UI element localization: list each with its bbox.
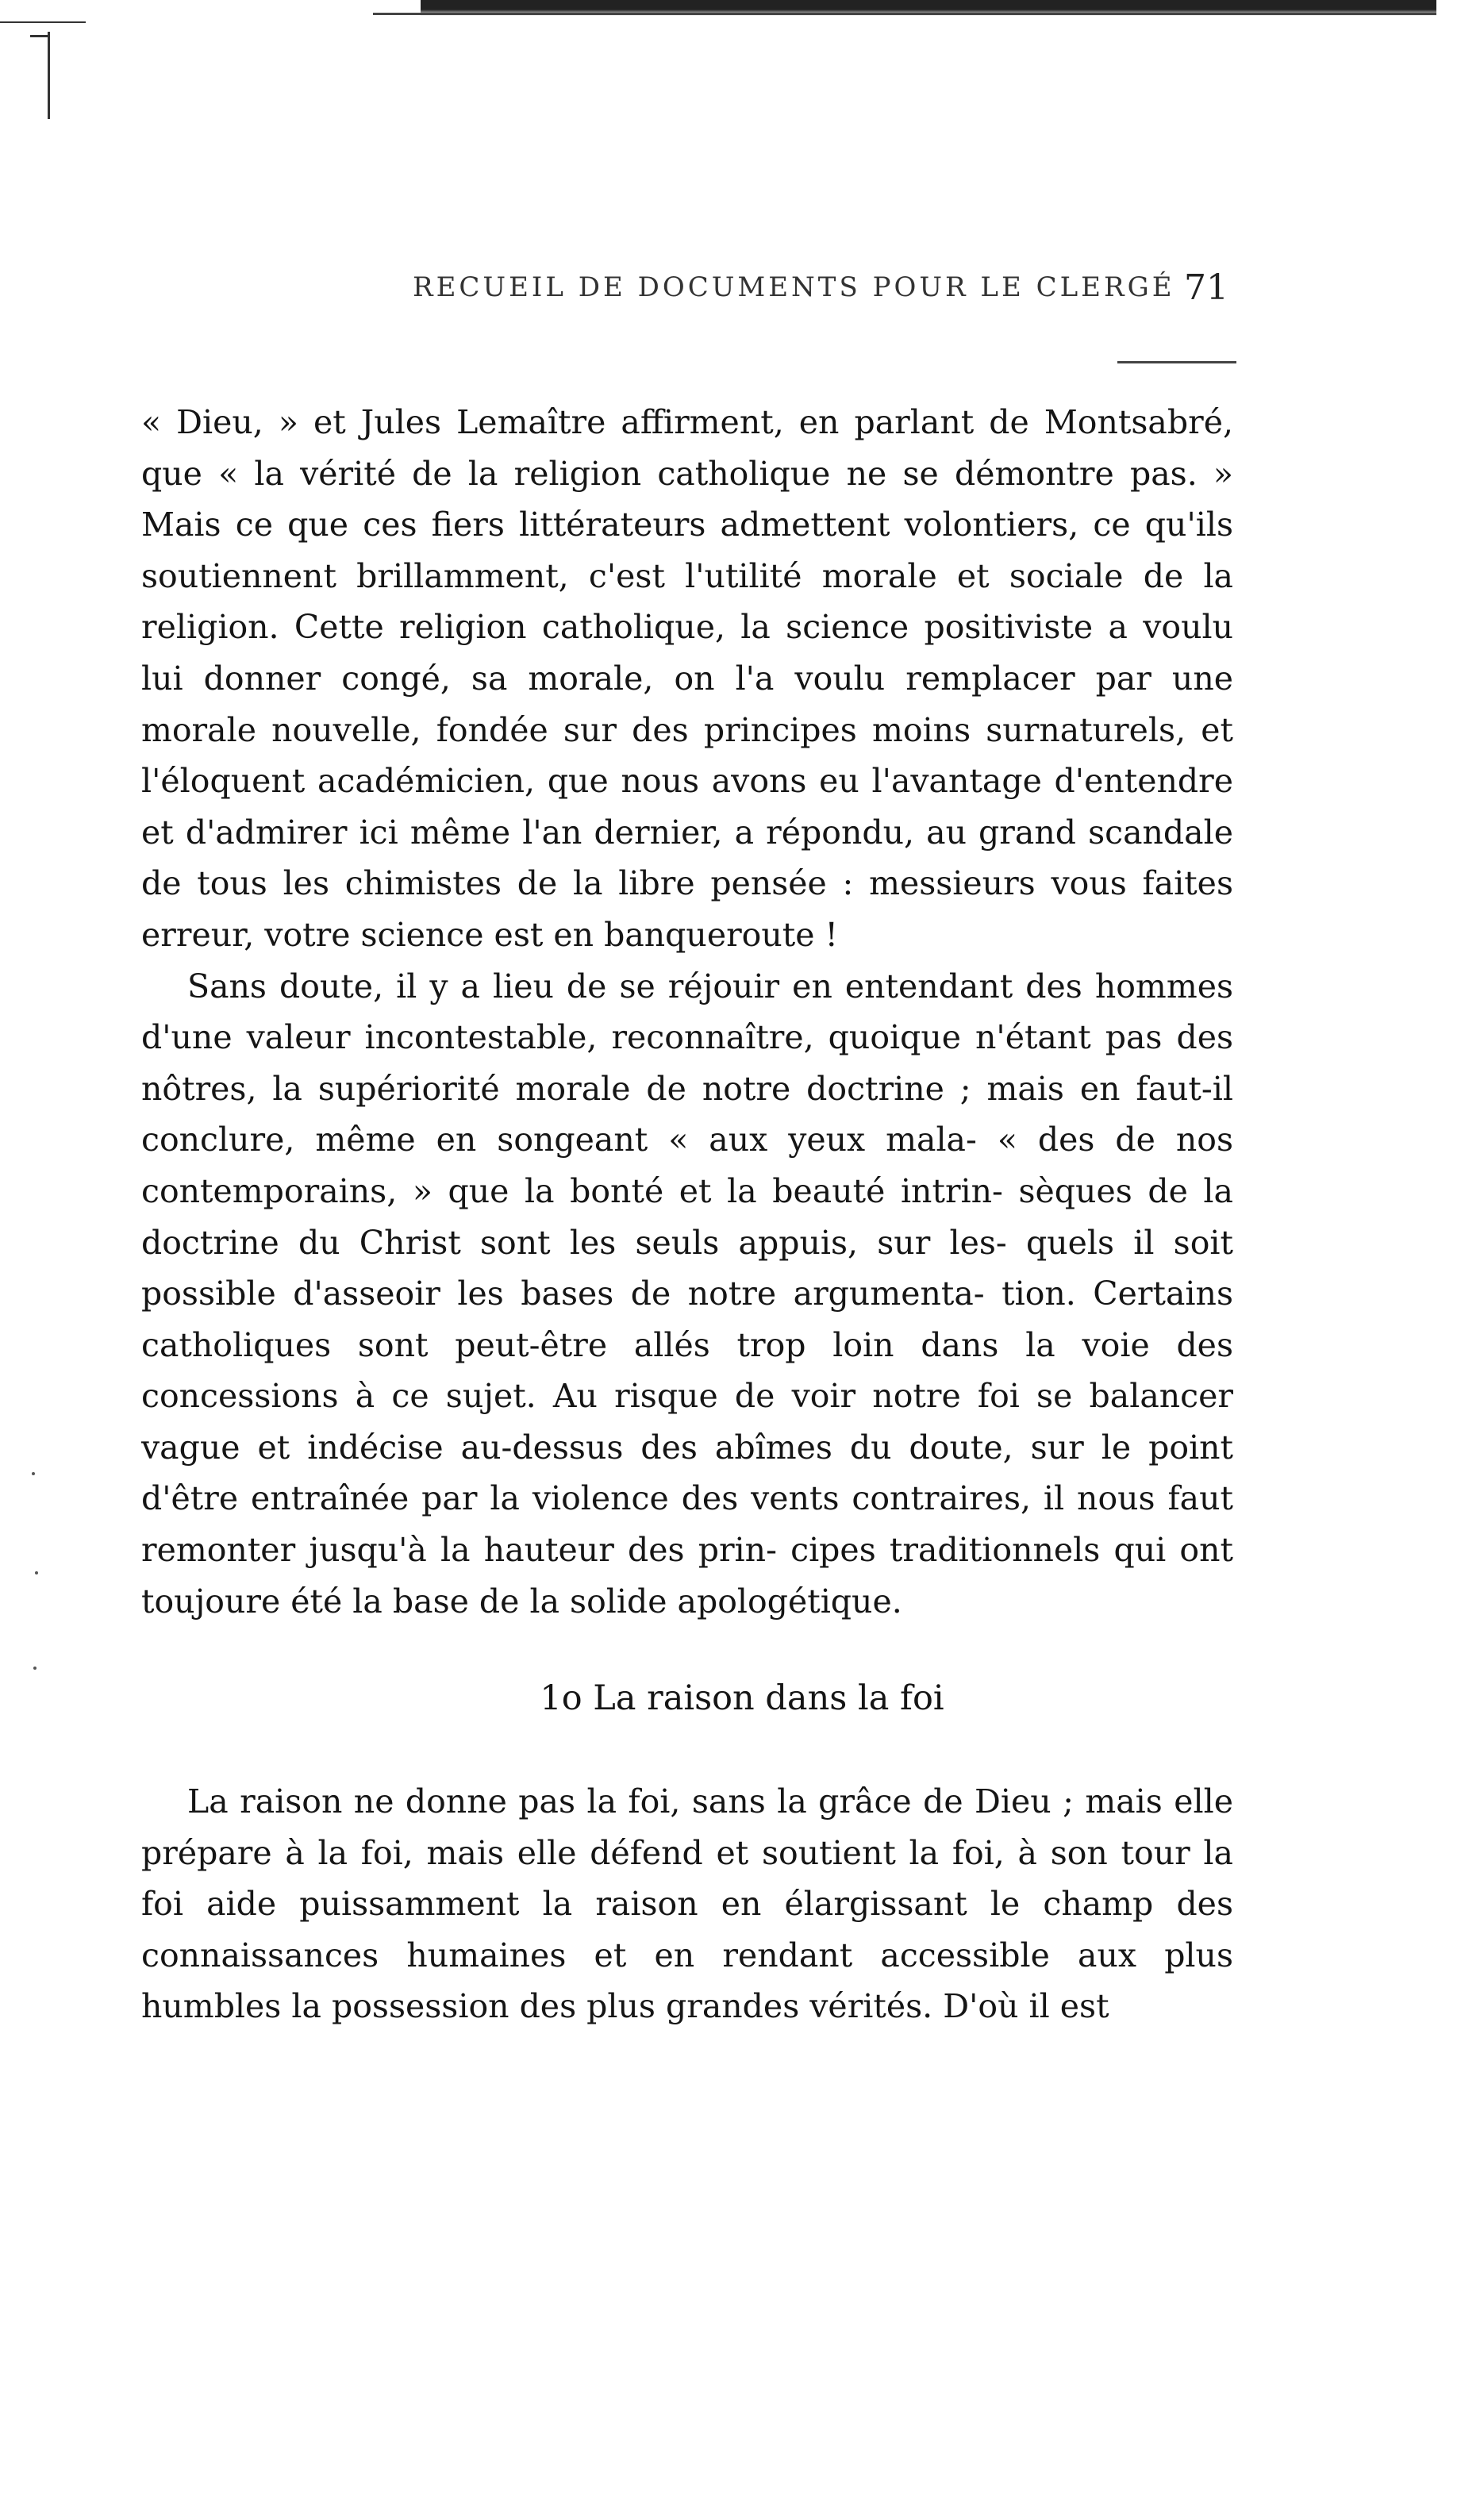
scan-artifact-mark: [48, 32, 50, 119]
section-heading: 1o La raison dans la foi: [540, 1678, 944, 1718]
scan-artifact-hook: [30, 35, 50, 37]
running-head: RECUEIL DE DOCUMENTS POUR LE CLERGÉ: [413, 271, 1175, 303]
body-text-top: [141, 397, 1233, 1627]
scan-artifact-line: [0, 21, 86, 23]
header-rule: [1117, 361, 1236, 363]
page-number: 71: [1184, 267, 1228, 308]
scan-artifact-dot: [32, 1472, 35, 1475]
scan-artifact-dot: [35, 1571, 38, 1574]
paragraph: « Dieu, » et Jules Lemaître affirment, en parlant de Montsabré, que « la vérité de la religion catholique ne se démontre pas. » Mais ce que ces fiers littérateurs admettent volontiers, ce qu'ils soutiennent brillamment, c'est l'utilité morale et sociale de la religion. Cette religion catholique, la science positiviste a voulu lui donner congé, sa morale, on l'a voulu remplacer par une morale nouvelle, fondée sur des principes moins surnaturels, et l'éloquent académicien, que nous avons eu l'avantage d'entendre et d'admirer ici même l'an dernier, a répondu, au grand scandale de tous les chimistes de la libre pensée : messieurs vous faites erreur, votre science est en banqueroute !: [141, 403, 1233, 954]
paragraph: Sans doute, il y a lieu de se réjouir en entendant des hommes d'une valeur incontestable, reconnaître, quoique n'étant pas des nôtres, la supériorité morale de notre doctrine ; mais en faut-il conclure, même en songeant « aux yeux mala- « des de nos contemporains, » que la bonté et la beauté intrin- sèques de la doctrine du Christ sont les seuls appuis, sur les- quels il soit possible d'asseoir les bases de notre argumenta- tion. Certains catholiques sont peut-être allés trop loin dans la voie des concessions à ce sujet. Au risque de voir notre foi se balancer vague et indécise au-dessus des abîmes du doute, sur le point d'être entraînée par la violence des vents contraires, il nous faut remonter jusqu'à la hauteur des prin- cipes traditionnels qui ont toujoure été la base de la solide apologétique.: [141, 967, 1233, 1621]
paragraph: La raison ne donne pas la foi, sans la grâce de Dieu ; mais elle prépare à la foi, mais elle défend et soutient la foi, à son tour la foi aide puissamment la raison en élargissant le champ des connaissances humaines et en rendant accessible aux plus humbles la possession des plus grandes vérités. D'où il est: [141, 1782, 1233, 2026]
scan-artifact-dot: [33, 1667, 37, 1670]
body-text-section: [141, 1776, 1233, 2032]
scan-artifact-bar-thin: [373, 13, 1436, 15]
